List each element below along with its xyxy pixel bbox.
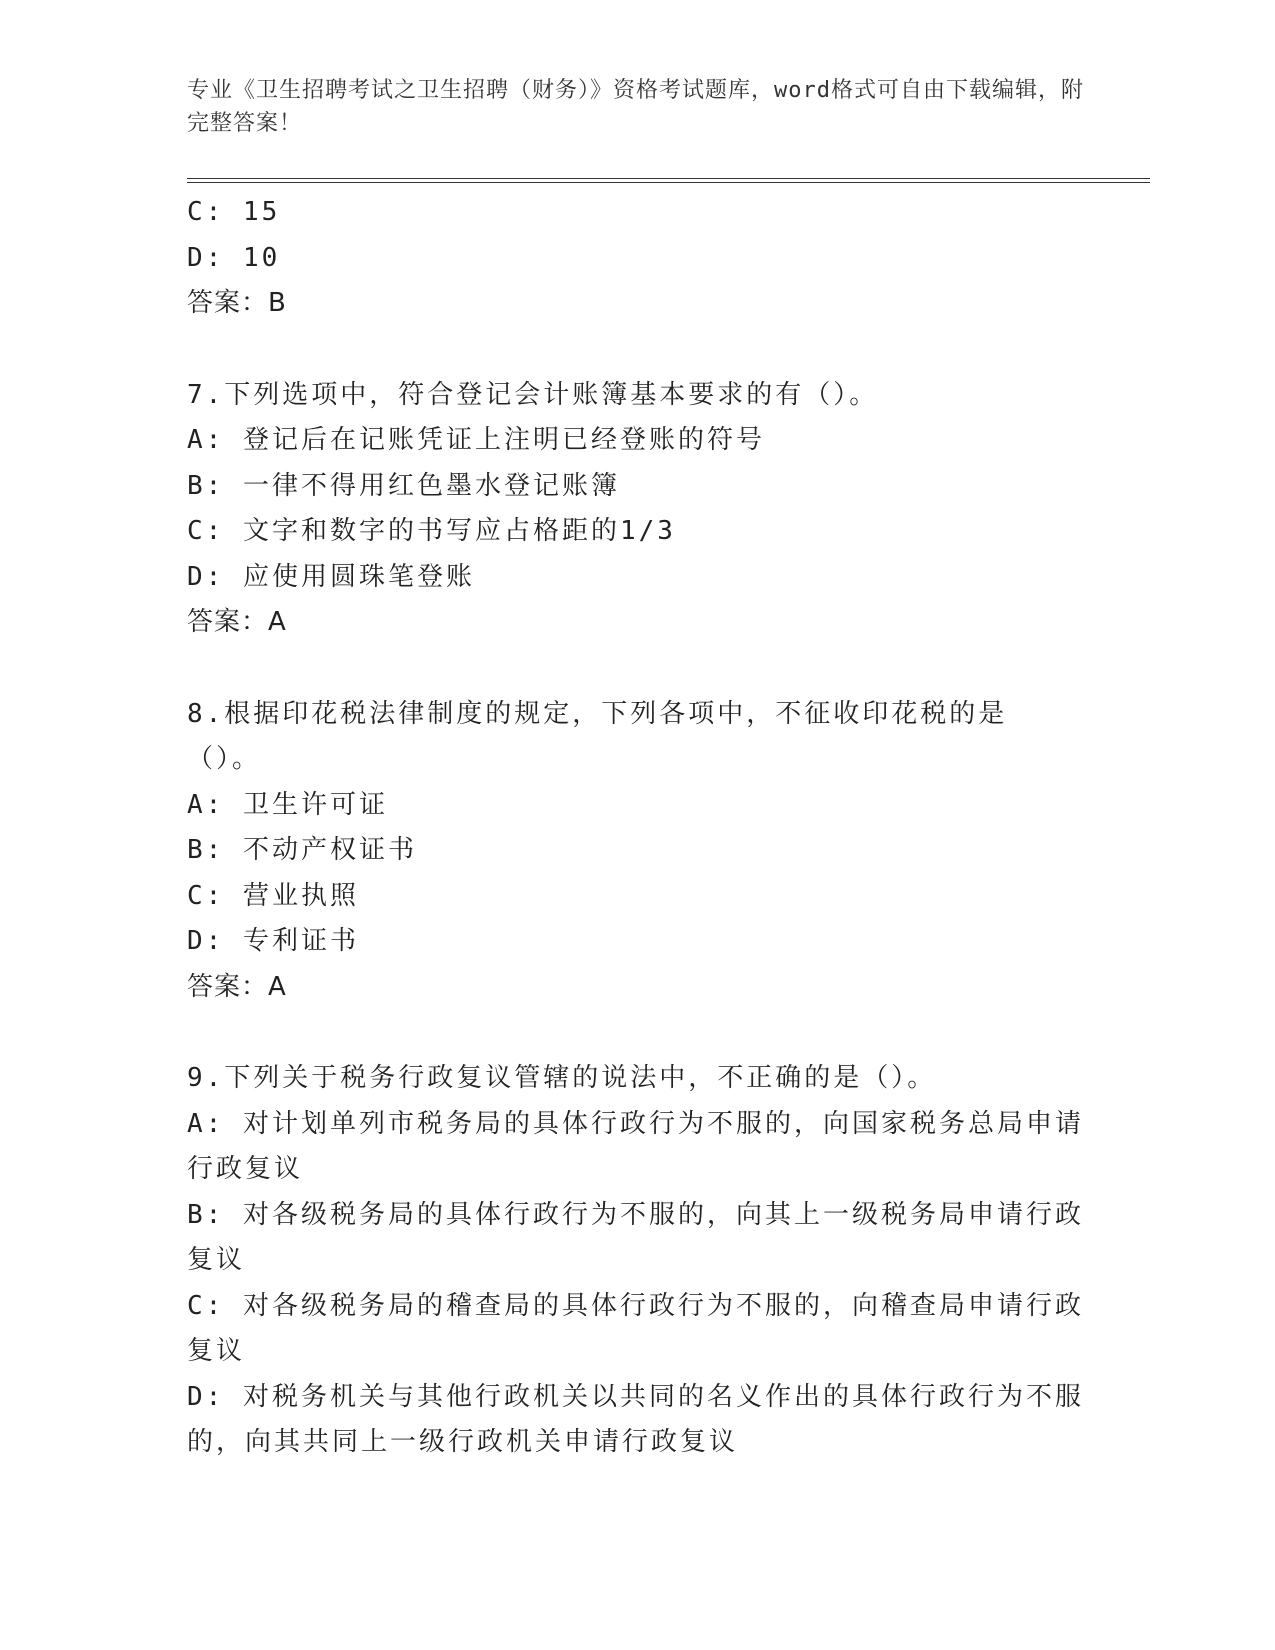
question-9 xyxy=(187,1056,1087,1466)
answer-line: 答案：B xyxy=(187,288,287,318)
header-divider-top xyxy=(187,178,1150,179)
question-stem: 7.下列选项中，符合登记会计账簿基本要求的有（）。 xyxy=(187,379,879,410)
question-stem: 8.根据印花税法律制度的规定，下列各项中，不征收印花税的是（）。 xyxy=(187,698,1008,774)
option-a: A: 对计划单列市税务局的具体行政行为不服的，向国家税务总局申请行政复议 xyxy=(187,1108,1084,1184)
question-list xyxy=(187,190,1087,1466)
option-c: C: 文字和数字的书写应占格距的1/3 xyxy=(187,516,676,546)
question-stem: 9.下列关于税务行政复议管辖的说法中，不正确的是（）。 xyxy=(187,1063,937,1093)
option-d: D: 专利证书 xyxy=(187,926,359,956)
question-7 xyxy=(187,373,1087,646)
option-b: B: 不动产权证书 xyxy=(187,835,417,865)
question-8 xyxy=(187,692,1087,1011)
document-header: 专业《卫生招聘考试之卫生招聘（财务）》资格考试题库，word格式可自由下载编辑，附完整答案！ xyxy=(187,78,1084,136)
option-c: C: 营业执照 xyxy=(187,880,359,911)
option-c: C: 15 xyxy=(187,197,281,227)
option-d: D: 对税务机关与其他行政机关以共同的名义作出的具体行政行为不服的，向其共同上一级行政机关申请行政复议 xyxy=(187,1381,1084,1457)
answer-line: 答案：A xyxy=(187,971,287,1002)
answer-line: 答案：A xyxy=(187,607,287,637)
option-c: C: 对各级税务局的稽查局的具体行政行为不服的，向稽查局申请行政复议 xyxy=(187,1290,1084,1366)
option-b: B: 对各级税务局的具体行政行为不服的，向其上一级税务局申请行政复议 xyxy=(187,1199,1084,1275)
header-divider-bottom xyxy=(187,182,1150,183)
option-b: B: 一律不得用红色墨水登记账簿 xyxy=(187,470,620,501)
option-d: D: 10 xyxy=(187,242,281,273)
option-a: A: 卫生许可证 xyxy=(187,789,388,820)
option-a: A: 登记后在记账凭证上注明已经登账的符号 xyxy=(187,425,765,455)
option-d: D: 应使用圆珠笔登账 xyxy=(187,561,475,592)
previous-question-tail xyxy=(187,190,1087,327)
